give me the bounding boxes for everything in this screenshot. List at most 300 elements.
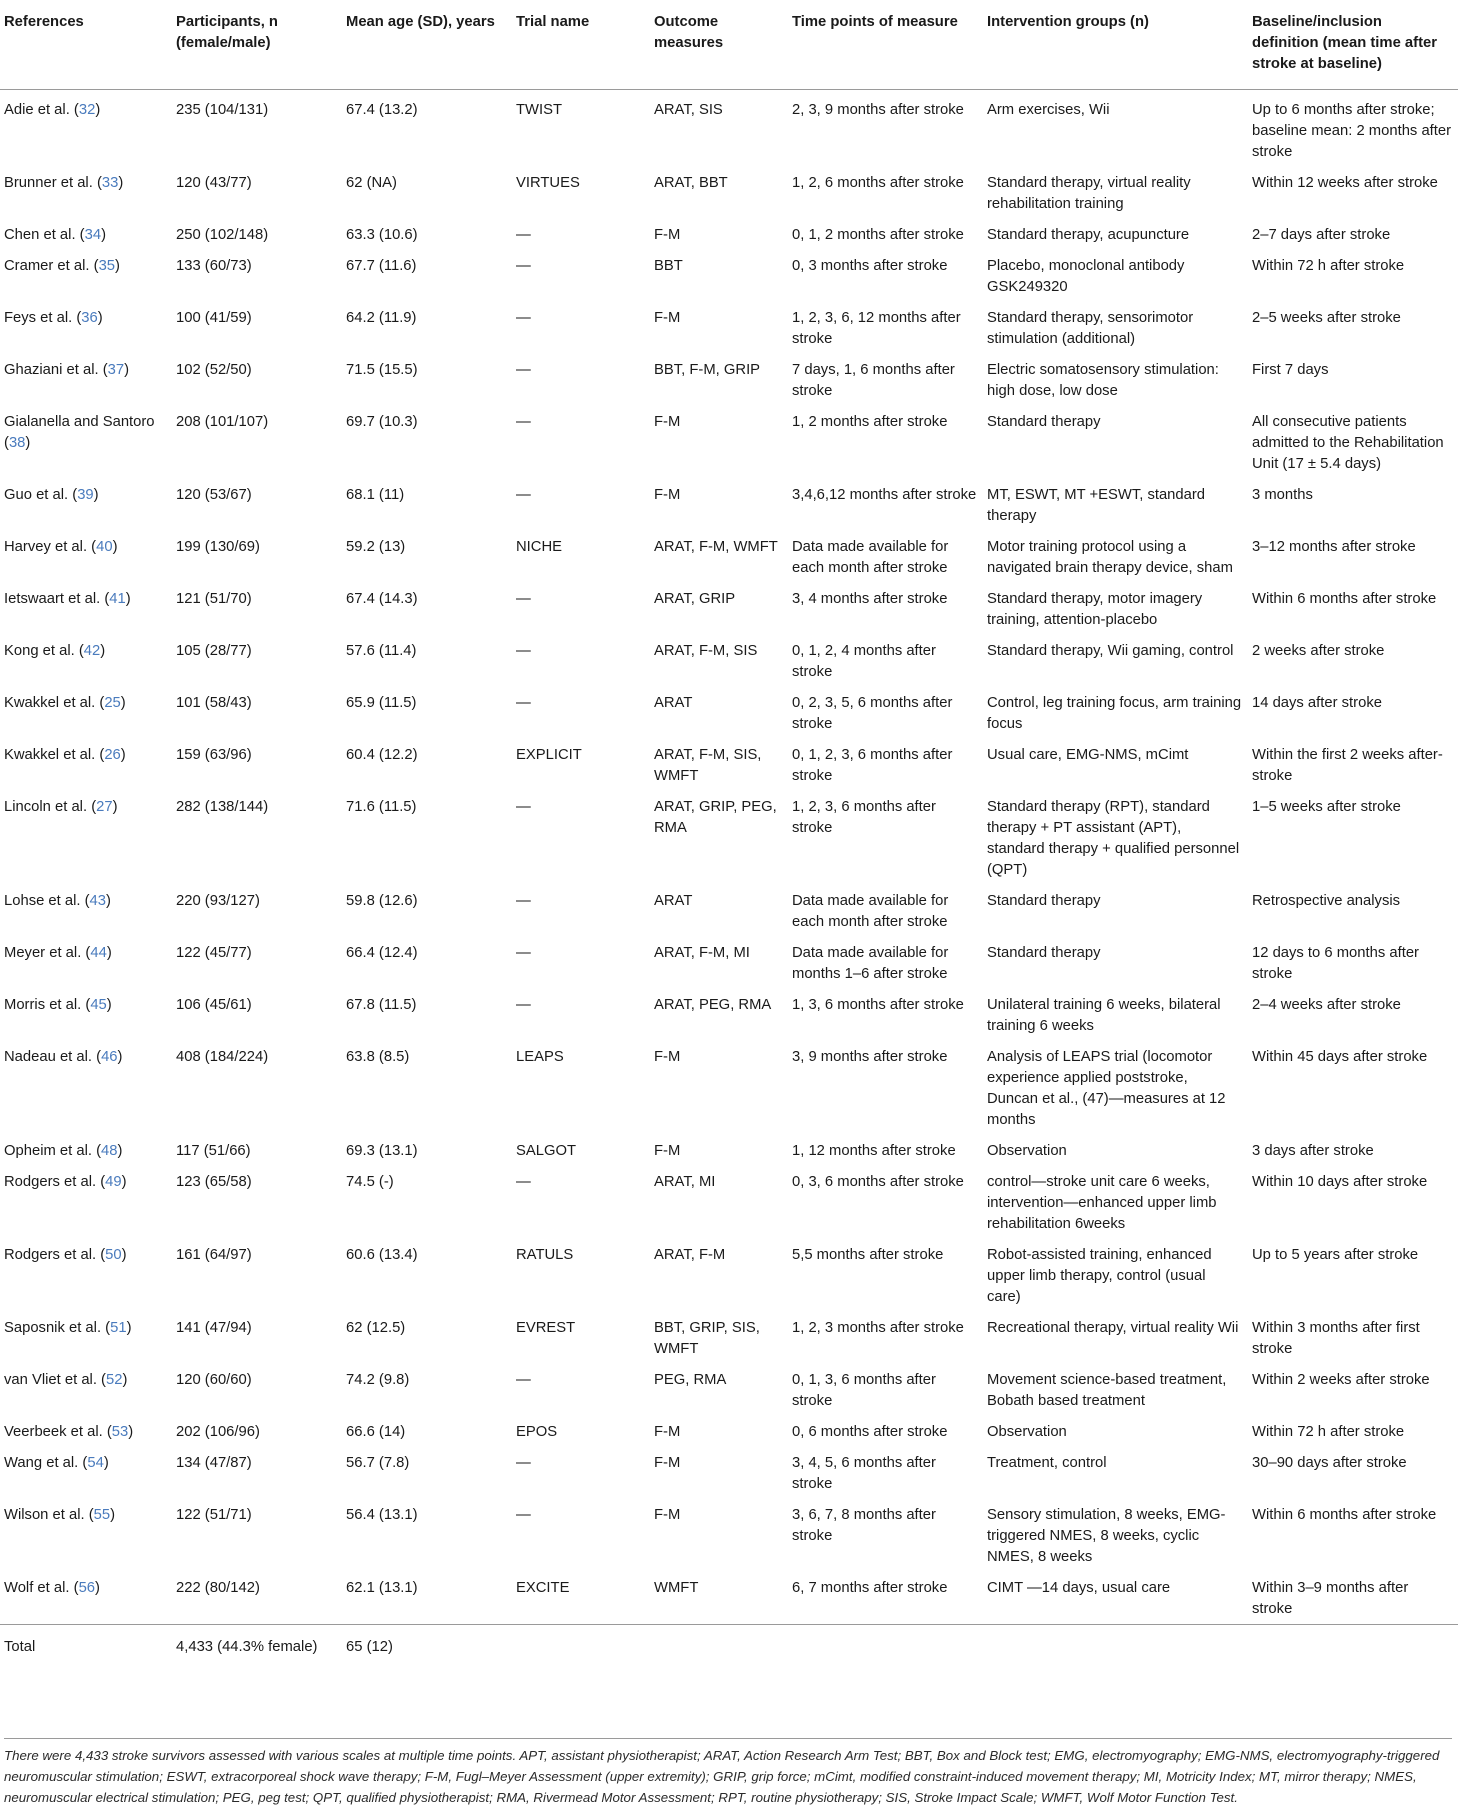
reference-number-link[interactable]: 40 [96, 539, 113, 555]
cell-outcome-measures: ARAT, GRIP [654, 591, 736, 607]
reference-close: ) [117, 1143, 123, 1159]
header-intervention-groups: Intervention groups (n) [983, 4, 1248, 90]
cell-baseline: 30–90 days after stroke [1252, 1455, 1407, 1471]
table-row [0, 1239, 1458, 1312]
table-row [0, 1416, 1458, 1447]
table-row [0, 90, 1458, 168]
cell-participants: 250 (102/148) [176, 227, 269, 243]
cell-baseline: 2–4 weeks after stroke [1252, 997, 1401, 1013]
reference-close: ) [125, 591, 131, 607]
cell-trial-name: — [516, 487, 531, 503]
reference-close: ) [121, 1247, 127, 1263]
cell-reference [0, 1041, 172, 1135]
cell-baseline: Within 10 days after stroke [1252, 1174, 1428, 1190]
cell-mean-age: 66.6 (14) [346, 1424, 406, 1440]
reference-author: Ghaziani et al. ( [4, 362, 108, 378]
cell-trial-name: — [516, 1174, 531, 1190]
cell-intervention-groups: Usual care, EMG-NMS, mCimt [987, 747, 1189, 763]
studies-table [0, 4, 1458, 1672]
table-row [0, 406, 1458, 479]
cell-intervention-groups: Movement science-based treatment, Bobath based treatment [987, 1372, 1227, 1409]
cell-time-points: 3,4,6,12 months after stroke [792, 487, 977, 503]
cell-trial-name: — [516, 414, 531, 430]
reference-number-link[interactable]: 55 [93, 1507, 111, 1523]
cell-participants: 117 (51/66) [176, 1143, 251, 1159]
cell-trial-name: — [516, 893, 531, 909]
cell-mean-age: 71.6 (11.5) [346, 799, 417, 815]
cell-participants: 141 (47/94) [176, 1320, 252, 1336]
cell-mean-age: 67.4 (13.2) [346, 102, 418, 118]
reference-close: ) [112, 799, 118, 815]
cell-baseline: 3 days after stroke [1252, 1143, 1374, 1159]
cell-time-points: Data made available for months 1–6 after stroke [792, 945, 949, 982]
reference-author: Chen et al. ( [4, 227, 85, 243]
cell-participants: 235 (104/131) [176, 102, 269, 118]
cell-participants: 120 (53/67) [176, 487, 252, 503]
table-row [0, 302, 1458, 354]
table-row [0, 1499, 1458, 1572]
reference-author: Adie et al. ( [4, 102, 79, 118]
table-body [0, 90, 1458, 1625]
cell-reference [0, 1312, 172, 1364]
table-row [0, 531, 1458, 583]
cell-intervention-groups: Standard therapy, Wii gaming, control [987, 643, 1234, 659]
cell-time-points: 1, 3, 6 months after stroke [792, 997, 964, 1013]
cell-trial-name: — [516, 591, 531, 607]
cell-time-points: 0, 3 months after stroke [792, 258, 948, 274]
cell-reference [0, 1364, 172, 1416]
cell-time-points: 0, 3, 6 months after stroke [792, 1174, 964, 1190]
reference-number-link[interactable]: 41 [109, 591, 126, 607]
cell-time-points: 0, 1, 3, 6 months after stroke [792, 1372, 936, 1409]
reference-number-link[interactable]: 51 [110, 1320, 127, 1336]
cell-mean-age: 68.1 (11) [346, 487, 405, 503]
cell-reference [0, 1499, 172, 1572]
cell-reference [0, 1166, 172, 1239]
cell-time-points: 1, 2, 6 months after stroke [792, 175, 964, 191]
cell-outcome-measures: ARAT, SIS [654, 102, 723, 118]
cell-trial-name: EXPLICIT [516, 747, 582, 763]
table-row [0, 1041, 1458, 1135]
table-row [0, 687, 1458, 739]
cell-baseline: Within 45 days after stroke [1252, 1049, 1428, 1065]
cell-intervention-groups: Observation [987, 1143, 1067, 1159]
cell-time-points: 0, 2, 3, 5, 6 months after stroke [792, 695, 953, 732]
reference-author: Kwakkel et al. ( [4, 695, 105, 711]
table-row [0, 1166, 1458, 1239]
cell-outcome-measures: ARAT [654, 695, 693, 711]
cell-time-points: 1, 2, 3 months after stroke [792, 1320, 964, 1336]
cell-intervention-groups: Standard therapy [987, 893, 1101, 909]
table-row [0, 479, 1458, 531]
reference-author: Kwakkel et al. ( [4, 747, 105, 763]
cell-time-points: Data made available for each month after stroke [792, 539, 949, 576]
cell-reference [0, 1239, 172, 1312]
cell-trial-name: — [516, 643, 531, 659]
cell-intervention-groups: Standard therapy, motor imagery training, attention-placebo [987, 591, 1203, 628]
cell-reference [0, 219, 172, 250]
reference-number-link[interactable]: 44 [90, 945, 107, 961]
reference-close: ) [115, 258, 120, 274]
cell-participants: 220 (93/127) [176, 893, 260, 909]
cell-trial-name: RATULS [516, 1247, 574, 1263]
reference-author: Meyer et al. ( [4, 945, 91, 961]
cell-time-points: 0, 1, 2 months after stroke [792, 227, 964, 243]
cell-outcome-measures: ARAT, F-M [654, 1247, 726, 1263]
cell-mean-age: 57.6 (11.4) [346, 643, 417, 659]
cell-time-points: 1, 2, 3, 6, 12 months after stroke [792, 310, 961, 347]
cell-mean-age: 69.3 (13.1) [346, 1143, 418, 1159]
cell-mean-age: 63.8 (8.5) [346, 1049, 410, 1065]
reference-number-link[interactable]: 27 [96, 799, 113, 815]
cell-baseline: Within 6 months after stroke [1252, 591, 1437, 607]
cell-time-points: 0, 1, 2, 4 months after stroke [792, 643, 936, 680]
cell-outcome-measures: ARAT [654, 893, 693, 909]
reference-number-link[interactable]: 26 [104, 747, 121, 763]
reference-close: ) [101, 227, 107, 243]
cell-participants: 134 (47/87) [176, 1455, 252, 1471]
table-row [0, 1364, 1458, 1416]
cell-intervention-groups: Treatment, control [987, 1455, 1107, 1471]
cell-reference [0, 739, 172, 791]
reference-author: Rodgers et al. ( [4, 1174, 106, 1190]
cell-baseline: Retrospective analysis [1252, 893, 1401, 909]
cell-participants: 161 (64/97) [176, 1247, 252, 1263]
cell-participants: 202 (106/96) [176, 1424, 260, 1440]
cell-participants: 222 (80/142) [176, 1580, 260, 1596]
reference-author: Kong et al. ( [4, 643, 84, 659]
cell-outcome-measures: ARAT, F-M, SIS, WMFT [654, 747, 762, 784]
cell-intervention-groups: control—stroke unit care 6 weeks, intervention—enhanced upper limb rehabilitation 6weeks [987, 1174, 1217, 1232]
cell-trial-name: TWIST [516, 102, 563, 118]
reference-number-link[interactable]: 53 [111, 1424, 129, 1440]
cell-outcome-measures: F-M [654, 1507, 681, 1523]
cell-trial-name: — [516, 1455, 531, 1471]
cell-outcome-measures: ARAT, F-M, MI [654, 945, 750, 961]
cell-mean-age: 63.3 (10.6) [346, 227, 418, 243]
reference-number-link[interactable]: 49 [105, 1174, 122, 1190]
cell-time-points: 0, 1, 2, 3, 6 months after stroke [792, 747, 953, 784]
table-row [0, 1447, 1458, 1499]
reference-author: Saposnik et al. ( [4, 1320, 111, 1336]
cell-reference [0, 583, 172, 635]
reference-close: ) [122, 1372, 128, 1388]
cell-participants: 133 (60/73) [176, 258, 252, 274]
cell-outcome-measures: F-M [654, 1455, 681, 1471]
cell-baseline: Within 2 weeks after stroke [1252, 1372, 1430, 1388]
reference-close: ) [95, 102, 101, 118]
cell-baseline: Within 6 months after stroke [1252, 1507, 1437, 1523]
reference-author: Feys et al. ( [4, 310, 82, 326]
reference-author: Harvey et al. ( [4, 539, 97, 555]
cell-baseline: 3 months [1252, 487, 1313, 503]
cell-baseline: All consecutive patients admitted to the Rehabilitation Unit (17 ± 5.4 days) [1252, 414, 1444, 472]
cell-trial-name: NICHE [516, 539, 563, 555]
cell-baseline: Within 72 h after stroke [1252, 258, 1405, 274]
reference-number-link[interactable]: 45 [90, 997, 107, 1013]
header-time-points: Time points of measure [788, 4, 983, 90]
cell-intervention-groups: Standard therapy [987, 414, 1101, 430]
cell-mean-age: 67.4 (14.3) [346, 591, 418, 607]
cell-trial-name: — [516, 227, 531, 243]
total-empty-cell [1248, 1625, 1458, 1673]
table-row [0, 1135, 1458, 1166]
header-outcome-measures: Outcome measures [650, 4, 788, 90]
reference-number-link[interactable]: 39 [77, 487, 94, 503]
header-references: References [0, 4, 172, 90]
cell-trial-name: LEAPS [516, 1049, 564, 1065]
table-footnote: There were 4,433 stroke survivors assessed with various scales at multiple time points. APT, assistant physiotherapist; ARAT, Action Research Arm Test; BBT, Box and Block test; EMG, electromyography; EMG-NMS, electromyography-triggered neuromuscular stimulation; ESWT, extracorporeal shock wave therapy; F-M, Fugl–Meyer Assessment (upper extremity); GRIP, grip force; mCimt, modified constraint-induced movement therapy; MI, Motricity Index; MT, mirror therapy; NMES, neuromuscular electrical stimulation; PEG, peg test; QPT, qualified physiotherapist; RMA, Rivermead Motor Assessment; RPT, routine physiotherapy; SIS, Stroke Impact Scale; WMFT, Wolf Motor Function Test. [4, 1738, 1452, 1808]
reference-number-link[interactable]: 35 [98, 258, 116, 274]
cell-trial-name: — [516, 310, 531, 326]
cell-reference [0, 687, 172, 739]
reference-author: Wolf et al. ( [4, 1580, 79, 1596]
cell-baseline: 12 days to 6 months after stroke [1252, 945, 1419, 982]
cell-reference [0, 406, 172, 479]
cell-reference [0, 1572, 172, 1625]
cell-baseline: 3–12 months after stroke [1252, 539, 1416, 555]
table-row [0, 635, 1458, 687]
reference-close: ) [110, 1507, 116, 1523]
cell-reference [0, 90, 172, 168]
cell-participants: 122 (51/71) [176, 1507, 252, 1523]
cell-baseline: 2 weeks after stroke [1252, 643, 1385, 659]
reference-close: ) [128, 1424, 134, 1440]
cell-intervention-groups: Recreational therapy, virtual reality Wii [987, 1320, 1239, 1336]
total-empty-cell [788, 1625, 983, 1673]
cell-trial-name: — [516, 799, 531, 815]
reference-author: Opheim et al. ( [4, 1143, 102, 1159]
reference-author: Morris et al. ( [4, 997, 91, 1013]
cell-time-points: Data made available for each month after stroke [792, 893, 949, 930]
cell-intervention-groups: Standard therapy, virtual reality rehabilitation training [987, 175, 1191, 212]
reference-number-link[interactable]: 33 [101, 175, 119, 191]
cell-intervention-groups: Motor training protocol using a navigated brain therapy device, sham [987, 539, 1233, 576]
header-baseline-definition: Baseline/inclusion definition (mean time after stroke at baseline) [1248, 4, 1458, 90]
reference-author: Lincoln et al. ( [4, 799, 97, 815]
reference-close: ) [126, 1320, 132, 1336]
cell-trial-name: EXCITE [516, 1580, 570, 1596]
reference-number-link[interactable]: 56 [78, 1580, 96, 1596]
cell-participants: 105 (28/77) [176, 643, 252, 659]
cell-mean-age: 74.5 (-) [346, 1174, 394, 1190]
cell-time-points: 1, 2, 3, 6 months after stroke [792, 799, 936, 836]
reference-close: ) [112, 539, 118, 555]
cell-intervention-groups: Control, leg training focus, arm training focus [987, 695, 1242, 732]
header-mean-age: Mean age (SD), years [342, 4, 512, 90]
cell-participants: 120 (60/60) [176, 1372, 252, 1388]
cell-participants: 282 (138/144) [176, 799, 269, 815]
total-participants: 4,433 (44.3% female) [172, 1625, 342, 1673]
cell-time-points: 1, 2 months after stroke [792, 414, 948, 430]
reference-close: ) [118, 175, 124, 191]
reference-author: Nadeau et al. ( [4, 1049, 102, 1065]
cell-intervention-groups: Electric somatosensory stimulation: high dose, low dose [987, 362, 1219, 399]
cell-reference [0, 937, 172, 989]
reference-close: ) [106, 945, 112, 961]
table-row [0, 1572, 1458, 1625]
table-row [0, 250, 1458, 302]
cell-mean-age: 62.1 (13.1) [346, 1580, 418, 1596]
reference-author: Rodgers et al. ( [4, 1247, 106, 1263]
table-row [0, 167, 1458, 219]
cell-mean-age: 56.4 (13.1) [346, 1507, 418, 1523]
cell-intervention-groups: Placebo, monoclonal antibody GSK249320 [987, 258, 1185, 295]
reference-close: ) [103, 1455, 109, 1471]
cell-participants: 102 (52/50) [176, 362, 252, 378]
cell-outcome-measures: ARAT, GRIP, PEG, RMA [654, 799, 777, 836]
cell-mean-age: 62 (12.5) [346, 1320, 406, 1336]
cell-mean-age: 64.2 (11.9) [346, 310, 417, 326]
cell-mean-age: 60.6 (13.4) [346, 1247, 418, 1263]
reference-author: Brunner et al. ( [4, 175, 102, 191]
cell-reference [0, 885, 172, 937]
cell-mean-age: 71.5 (15.5) [346, 362, 418, 378]
cell-reference [0, 989, 172, 1041]
reference-author: van Vliet et al. ( [4, 1372, 106, 1388]
reference-author: Wang et al. ( [4, 1455, 88, 1471]
cell-outcome-measures: ARAT, F-M, WMFT [654, 539, 778, 555]
cell-time-points: 1, 12 months after stroke [792, 1143, 956, 1159]
cell-outcome-measures: F-M [654, 414, 681, 430]
reference-author: Gialanella and Santoro ( [4, 414, 155, 451]
reference-close: ) [95, 1580, 100, 1596]
cell-outcome-measures: WMFT [654, 1580, 699, 1596]
reference-number-link[interactable]: 25 [104, 695, 121, 711]
cell-reference [0, 250, 172, 302]
cell-baseline: Up to 5 years after stroke [1252, 1247, 1419, 1263]
reference-close: ) [117, 1049, 123, 1065]
cell-outcome-measures: F-M [654, 1049, 681, 1065]
total-empty-cell [512, 1625, 650, 1673]
cell-participants: 101 (58/43) [176, 695, 252, 711]
cell-baseline: Within 12 weeks after stroke [1252, 175, 1438, 191]
cell-trial-name: EPOS [516, 1424, 558, 1440]
header-participants: Participants, n (female/male) [172, 4, 342, 90]
reference-close: ) [124, 362, 130, 378]
table-row [0, 1312, 1458, 1364]
cell-outcome-measures: F-M [654, 1424, 681, 1440]
cell-reference [0, 791, 172, 885]
cell-mean-age: 66.4 (12.4) [346, 945, 418, 961]
cell-mean-age: 59.8 (12.6) [346, 893, 418, 909]
cell-intervention-groups: CIMT —14 days, usual care [987, 1580, 1171, 1596]
cell-baseline: Within 3–9 months after stroke [1252, 1580, 1409, 1617]
cell-time-points: 0, 6 months after stroke [792, 1424, 948, 1440]
cell-outcome-measures: BBT, F-M, GRIP [654, 362, 761, 378]
cell-mean-age: 74.2 (9.8) [346, 1372, 410, 1388]
reference-number-link[interactable]: 32 [78, 102, 96, 118]
cell-baseline: 2–5 weeks after stroke [1252, 310, 1401, 326]
reference-number-link[interactable]: 36 [81, 310, 98, 326]
cell-trial-name: — [516, 258, 531, 274]
reference-number-link[interactable]: 34 [84, 227, 102, 243]
reference-number-link[interactable]: 52 [105, 1372, 123, 1388]
cell-participants: 208 (101/107) [176, 414, 269, 430]
cell-intervention-groups: Standard therapy, acupuncture [987, 227, 1190, 243]
cell-intervention-groups: Observation [987, 1424, 1067, 1440]
cell-baseline: 14 days after stroke [1252, 695, 1382, 711]
reference-number-link[interactable]: 46 [101, 1049, 118, 1065]
cell-baseline: Up to 6 months after stroke; baseline mean: 2 months after stroke [1252, 102, 1452, 160]
cell-participants: 121 (51/70) [176, 591, 252, 607]
reference-number-link[interactable]: 37 [107, 362, 125, 378]
cell-reference [0, 167, 172, 219]
reference-number-link[interactable]: 48 [101, 1143, 118, 1159]
reference-number-link[interactable]: 50 [105, 1247, 122, 1263]
cell-trial-name: EVREST [516, 1320, 576, 1336]
cell-outcome-measures: BBT, GRIP, SIS, WMFT [654, 1320, 760, 1357]
cell-baseline: 2–7 days after stroke [1252, 227, 1391, 243]
total-age: 65 (12) [342, 1625, 512, 1673]
header-trial-name: Trial name [512, 4, 650, 90]
cell-mean-age: 69.7 (10.3) [346, 414, 418, 430]
reference-number-link[interactable]: 38 [8, 435, 26, 451]
cell-mean-age: 67.7 (11.6) [346, 258, 417, 274]
reference-author: Guo et al. ( [4, 487, 78, 503]
cell-outcome-measures: F-M [654, 487, 681, 503]
reference-close: ) [97, 310, 103, 326]
reference-author: Ietswaart et al. ( [4, 591, 110, 607]
reference-close: ) [120, 747, 126, 763]
cell-time-points: 7 days, 1, 6 months after stroke [792, 362, 955, 399]
cell-participants: 408 (184/224) [176, 1049, 269, 1065]
cell-baseline: First 7 days [1252, 362, 1329, 378]
total-label: Total [0, 1625, 172, 1673]
cell-intervention-groups: Standard therapy, sensorimotor stimulation (additional) [987, 310, 1194, 347]
cell-reference [0, 479, 172, 531]
cell-time-points: 3, 4, 5, 6 months after stroke [792, 1455, 936, 1492]
cell-intervention-groups: MT, ESWT, MT +ESWT, standard therapy [987, 487, 1206, 524]
table-row [0, 739, 1458, 791]
total-empty-cell [983, 1625, 1248, 1673]
cell-mean-age: 56.7 (7.8) [346, 1455, 410, 1471]
cell-mean-age: 60.4 (12.2) [346, 747, 418, 763]
cell-reference [0, 302, 172, 354]
cell-time-points: 6, 7 months after stroke [792, 1580, 948, 1596]
cell-outcome-measures: PEG, RMA [654, 1372, 727, 1388]
cell-reference [0, 354, 172, 406]
cell-reference [0, 1135, 172, 1166]
cell-mean-age: 62 (NA) [346, 175, 397, 191]
cell-baseline: Within 3 months after first stroke [1252, 1320, 1420, 1357]
cell-intervention-groups: Unilateral training 6 weeks, bilateral training 6 weeks [987, 997, 1221, 1034]
cell-reference [0, 635, 172, 687]
total-empty-cell [650, 1625, 788, 1673]
cell-mean-age: 67.8 (11.5) [346, 997, 417, 1013]
total-row [0, 1625, 1458, 1673]
reference-number-link[interactable]: 42 [83, 643, 101, 659]
cell-intervention-groups: Sensory stimulation, 8 weeks, EMG-triggered NMES, 8 weeks, cyclic NMES, 8 weeks [987, 1507, 1226, 1565]
cell-baseline: Within the first 2 weeks after-stroke [1252, 747, 1443, 784]
cell-trial-name: — [516, 945, 531, 961]
reference-author: Veerbeek et al. ( [4, 1424, 112, 1440]
cell-outcome-measures: ARAT, MI [654, 1174, 716, 1190]
reference-number-link[interactable]: 54 [87, 1455, 104, 1471]
cell-intervention-groups: Standard therapy (RPT), standard therapy + PT assistant (APT), standard therapy + qualified personnel (QPT) [987, 799, 1240, 878]
cell-intervention-groups: Analysis of LEAPS trial (locomotor experience applied poststroke, Duncan et al., (47)—measures at 12 months [987, 1049, 1226, 1128]
cell-outcome-measures: F-M [654, 1143, 681, 1159]
reference-number-link[interactable]: 43 [89, 893, 107, 909]
cell-participants: 120 (43/77) [176, 175, 252, 191]
cell-trial-name: VIRTUES [516, 175, 580, 191]
cell-participants: 199 (130/69) [176, 539, 260, 555]
cell-participants: 123 (65/58) [176, 1174, 252, 1190]
cell-outcome-measures: ARAT, BBT [654, 175, 728, 191]
cell-time-points: 2, 3, 9 months after stroke [792, 102, 964, 118]
cell-participants: 106 (45/61) [176, 997, 252, 1013]
cell-baseline: 1–5 weeks after stroke [1252, 799, 1401, 815]
